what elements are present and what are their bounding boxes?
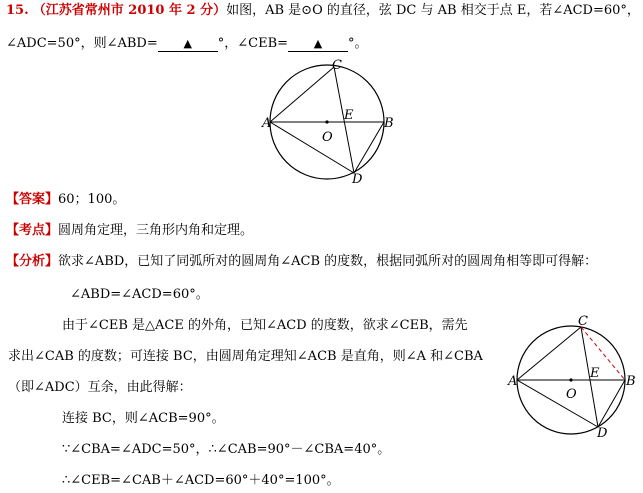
- label-a-2: A: [508, 374, 518, 389]
- analysis-line-5: （即∠ADC）互余，由此得解：: [8, 380, 192, 395]
- question-text-2b: °，∠CEB=: [217, 36, 289, 51]
- label-o-2: O: [566, 387, 577, 402]
- analysis-text-1: 欲求∠ABD，已知了同弧所对的圆周角∠ACB 的度数，根据同弧所对的圆周角相等即可得解：: [58, 254, 598, 269]
- blank-mark-2: ▲: [313, 37, 323, 50]
- label-o: O: [322, 130, 333, 145]
- question-text-1: 如图，AB 是⊙O 的直径，弦 DC 与 AB 相交于点 E，若∠ACD=60°，: [226, 3, 640, 18]
- analysis-line-1: [6, 253, 597, 271]
- answer-blank-1: [158, 37, 218, 52]
- answer-label: 【答案】: [6, 192, 59, 207]
- label-e-2: E: [590, 366, 600, 381]
- question-text-2a: ∠ADC=50°，则∠ABD=: [6, 36, 158, 51]
- analysis-line-8: ∴∠CEB=∠CAB＋∠ACD=60°＋40°=100°。: [62, 473, 340, 488]
- kaodian-text: 圆周角定理，三角形内角和定理。: [58, 223, 254, 238]
- answer-blank-2: [288, 37, 348, 52]
- question-number: 15.: [6, 3, 29, 18]
- circle-figure-1: [262, 55, 392, 185]
- label-d-2: D: [597, 426, 608, 441]
- analysis-line-3: 由于∠CEB 是△ACE 的外角，已知∠ACD 的度数，欲求∠CEB，需先: [62, 318, 468, 333]
- chord-db: [354, 122, 384, 173]
- analysis-line-4: 求出∠CAB 的度数；可连接 BC，由圆周角定理知∠ACB 是直角，则∠A 和∠CBA: [8, 349, 483, 364]
- question-source: （江苏省常州市 2010 年 2 分）: [32, 3, 227, 18]
- center-dot-2: [569, 378, 572, 381]
- circle-figure-2: [508, 312, 638, 442]
- label-c: C: [332, 58, 342, 73]
- answer-text: 60；100。: [58, 192, 126, 207]
- question-line-2: [6, 35, 368, 53]
- question-line-1: [6, 2, 640, 20]
- label-d: D: [352, 172, 363, 187]
- label-a: A: [262, 116, 272, 131]
- chord-db-2: [598, 380, 625, 427]
- center-dot: [325, 120, 328, 123]
- blank-mark-1: ▲: [183, 37, 192, 50]
- label-c-2: C: [578, 314, 588, 329]
- analysis-line-6: 连接 BC，则∠ACB=90°。: [62, 411, 225, 426]
- kaodian-line: [6, 222, 253, 240]
- chord-ad: [270, 122, 354, 173]
- question-text-2c: °。: [348, 36, 368, 51]
- label-b: B: [384, 116, 394, 131]
- chord-ac: [270, 67, 334, 122]
- kaodian-label: 【考点】: [6, 223, 59, 238]
- label-e: E: [344, 108, 354, 123]
- label-b-2: B: [626, 374, 636, 389]
- chord-ac-2: [517, 327, 581, 380]
- analysis-line-2: ∠ABD=∠ACD=60°。: [70, 287, 209, 302]
- analysis-label: 【分析】: [6, 254, 59, 269]
- analysis-line-7: ∵∠CBA=∠ADC=50°，∴∠CAB=90°－∠CBA=40°。: [62, 442, 391, 457]
- chord-ad-2: [517, 380, 598, 427]
- answer-line: [6, 191, 125, 209]
